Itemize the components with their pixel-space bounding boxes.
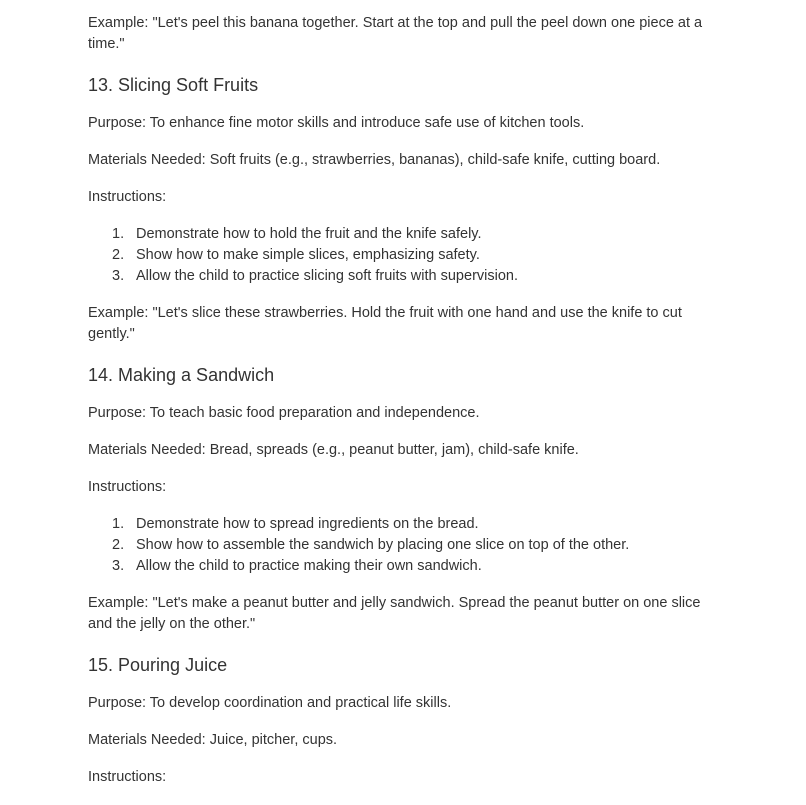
list-item-text: Demonstrate how to hold the fruit and the knife safely. [136, 226, 482, 242]
list-item [88, 535, 708, 556]
list-item-number: 1. [112, 226, 125, 242]
section-making-a-sandwich [88, 364, 708, 635]
list-item-number: 3. [112, 268, 125, 284]
list-item-number: 1. [112, 516, 125, 532]
list-item [88, 224, 708, 245]
list-item-text: Show how to assemble the sandwich by placing one slice on top of the other. [136, 537, 630, 553]
list-item [88, 266, 708, 287]
list-item-number: 3. [112, 558, 125, 574]
list-item [88, 556, 708, 577]
purpose-text: Purpose: To teach basic food preparation and independence. [88, 405, 480, 421]
section-slicing-soft-fruits [88, 74, 708, 345]
materials-text: Materials Needed: Juice, pitcher, cups. [88, 732, 338, 748]
materials-text: Materials Needed: Soft fruits (e.g., strawberries, bananas), child-safe knife, cutting board. [88, 152, 661, 168]
instructions-label: Instructions: [88, 769, 167, 785]
instructions-list [88, 514, 708, 577]
section-pouring-juice [88, 654, 708, 788]
materials-text: Materials Needed: Bread, spreads (e.g., peanut butter, jam), child-safe knife. [88, 442, 579, 458]
intro-example-text: Example: "Let's peel this banana together. Start at the top and pull the peel down one piece at a time." [88, 15, 703, 52]
instructions-label: Instructions: [88, 189, 167, 205]
instructions-label: Instructions: [88, 479, 167, 495]
purpose-text: Purpose: To develop coordination and practical life skills. [88, 695, 452, 711]
section-heading: 13. Slicing Soft Fruits [88, 75, 259, 95]
section-heading: 14. Making a Sandwich [88, 365, 275, 385]
list-item [88, 245, 708, 266]
document-page [88, 13, 708, 788]
example-text: Example: "Let's slice these strawberries. Hold the fruit with one hand and use the knife to cut gently." [88, 305, 682, 342]
list-item-text: Allow the child to practice slicing soft fruits with supervision. [136, 268, 518, 284]
instructions-list [88, 224, 708, 287]
list-item-text: Show how to make simple slices, emphasizing safety. [136, 247, 480, 263]
example-text: Example: "Let's make a peanut butter and jelly sandwich. Spread the peanut butter on one slice and the jelly on the other." [88, 595, 701, 632]
list-item-text: Allow the child to practice making their own sandwich. [136, 558, 482, 574]
list-item-number: 2. [112, 247, 125, 263]
list-item-number: 2. [112, 537, 125, 553]
list-item [88, 514, 708, 535]
purpose-text: Purpose: To enhance fine motor skills and introduce safe use of kitchen tools. [88, 115, 585, 131]
list-item-text: Demonstrate how to spread ingredients on the bread. [136, 516, 479, 532]
section-heading: 15. Pouring Juice [88, 655, 228, 675]
